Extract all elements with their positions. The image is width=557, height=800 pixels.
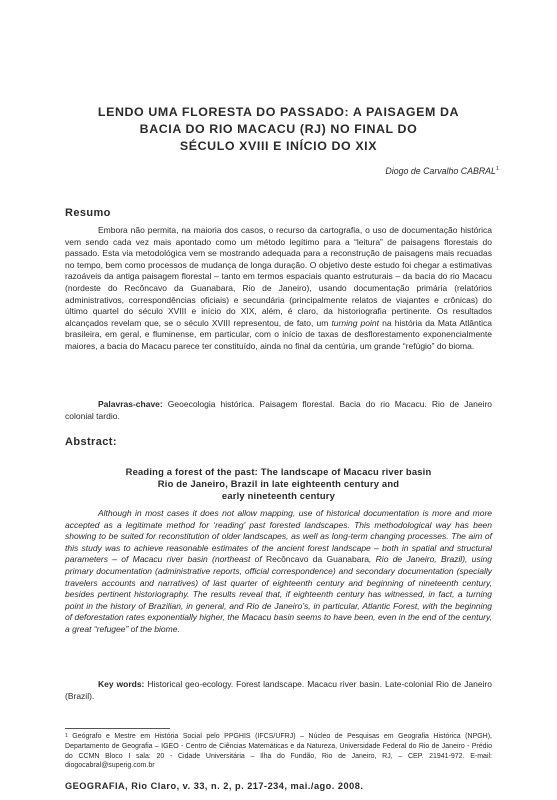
footnote [65,732,492,771]
resumo-heading: Resumo [65,207,111,219]
author-text: Diogo de Carvalho CABRAL [385,166,496,176]
footnote-mark: 1 [65,733,68,739]
article-title [66,104,491,155]
palavras-chave-text: Geoecologia histórica. Paisagem florestal. Bacia do rio Macacu. Rio de Janeiro colonial tardio. [65,399,492,421]
key-words [65,679,492,702]
abstract-paragraph [65,508,492,636]
resumo-text-end: na história da Mata Atlântica brasileira, em geral, e fluminense, em particular, com o início de taxas de desflorestamento exponencialmente maiores, a bacia do Macacu parece ter constituído, ainda no final da centúria, um grande “refúgio” do bioma. [65,317,492,351]
journal-reference: GEOGRAFIA, Rio Claro, v. 33, n. 2, p. 217-234, mai./ago. 2008. [65,781,364,791]
resumo-paragraph [65,225,492,353]
title-line-1: LENDO UMA FLORESTA DO PASSADO: A PAISAGEM DA [97,105,460,119]
palavras-chave-label: Palavras-chave: [98,399,163,409]
author-footnote-mark: 1 [495,166,499,173]
footnote-divider [65,728,170,729]
abstract-upright-term: Recôncavo da Guanabara [265,554,370,565]
title-line-3: SÉCULO XVIII E INÍCIO DO XIX [179,139,378,153]
abstract-heading: Abstract: [65,436,117,448]
key-words-text: Historical geo-ecology. Forest landscape. Macacu river basin. Late-colonial Rio de Janeiro (Brazil). [65,679,492,701]
title-line-2: BACIA DO RIO MACACU (RJ) NO FINAL DO [139,122,418,136]
resumo-text: Embora não permita, na maioria dos casos, o recurso da cartografia, o uso de documentação histórica vem sendo cada vez mais apontado como um método legítimo para a “leitura” de paisagens florestais do passado. Esta via metodológica vem se mostrando adequada para a reconstrução de paisagens mais recuadas no tempo, bem como processos de mudança de longa duração. O objetivo deste estudo foi chegar a estimativas razoáveis da antiga paisagem florestal – tanto em termos espaciais quanto estruturais – da bacia do rio Macacu (nordeste do Recôncavo da Guanabara, Rio de Janeiro), usando documentação primária (relatórios administrativos, correspondências oficiais) e secundária (principalmente relatos de viajantes e crônicas) do último quartel do século XVIII e início do XIX, além, é claro, da historiografia pertinente. Os resultados alcançados revelam que, se o século XVIII representou, de fato, um [65,225,492,328]
abstract-text: Although in most cases it does not allow mapping, use of historical documentation is more and more accepted as a legitimate method for ‘reading’ past forested landscapes. This methodological way has been showing to be suited for reconstitution of older landscapes, as well as long-term changing processes. The aim of this study was to achieve reasonable estimates of the ancient forest landscape – both in spatial and structural parameters – of Macacu river basin (northeast of [65,508,492,565]
english-title-line-1: Reading a forest of the past: The landscape of Macacu river basin [125,466,432,477]
abstract-text-mid: , Rio de Janeiro, Brazil), using primary documentation (administrative reports, official correspondence) and secondary documentation (specially travelers accounts and narratives) of last quarter of eighteenth century and beginning of nineteenth century, besides pertinent historiography. The results reveal that, if eighteenth century has witnessed, in fact, a turning point in the history of Brazilian, in general, and Rio de Janeiro’s, in particular, Atlantic Forest, with the beginning of deforestation rates exponentially higher, the Macacu basin seems to have been, even in the end of the century, a great “refugee” of the biome. [65,554,492,634]
footnote-text: Geógrafo e Mestre em História Social pelo PPGHIS (IFCS/UFRJ) – Núcleo de Pesquisas em Geografia Histórica (NPGH), Departamento de Geografia – IGEO - Centro de Ciências Matemáticas e da Natureza, Universidade Federal do Rio de Janeiro - Prédio do CCMN Bloco I sala: 20 - Cidade Universitária – Ilha do Fundão, Rio de Janeiro, RJ, – CEP. 21941-972. E-mail: diogocabral@superig.com.br [65,733,492,770]
english-title-line-2: Rio de Janeiro, Brazil in late eighteenth century and [157,478,400,490]
key-words-label: Key words: [98,679,145,689]
english-title [100,466,457,503]
palavras-chave [65,399,492,422]
author-name [385,166,499,176]
resumo-italic-term: turning point [331,317,379,328]
english-title-line-3: early nineteenth century [221,490,336,502]
